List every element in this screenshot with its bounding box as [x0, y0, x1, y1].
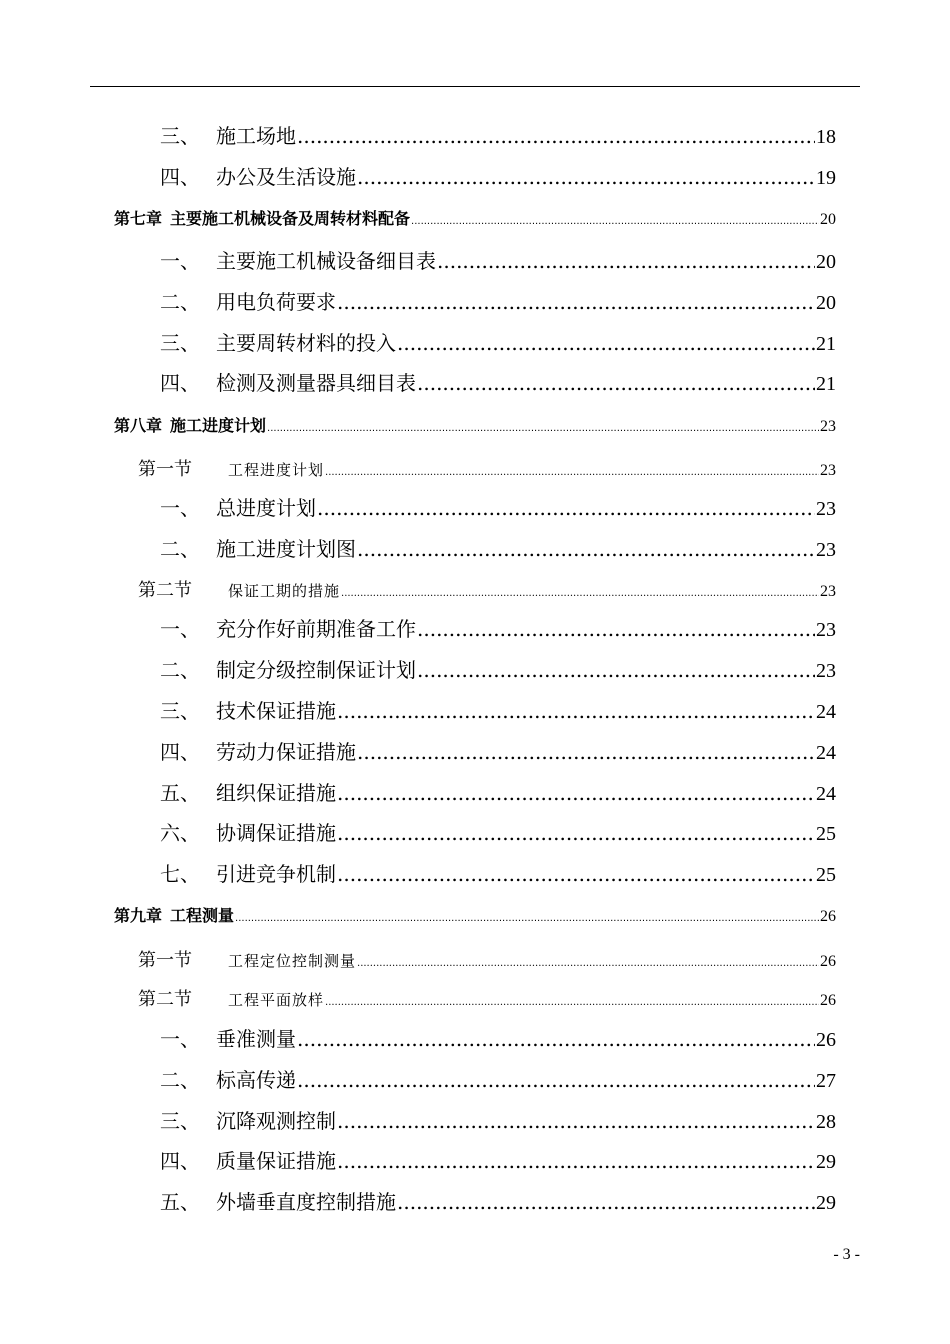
toc-entry-number: 一、 [160, 617, 200, 641]
toc-entry-label [160, 1186, 396, 1215]
page-number: - 3 - [833, 1246, 860, 1263]
toc-page-number: 20 [820, 211, 836, 229]
toc-item[interactable] [160, 858, 836, 887]
toc-entry-label [160, 533, 356, 562]
toc-entry-title: 沉降观测控制 [216, 1109, 336, 1133]
toc-entry-title: 总进度计划 [216, 496, 316, 520]
toc-section[interactable] [138, 985, 836, 1011]
toc-chapter[interactable] [114, 206, 836, 229]
toc-entry-number: 四、 [160, 371, 200, 395]
toc-entry-title: 施工场地 [216, 124, 296, 148]
toc-page-number: 23 [820, 418, 836, 436]
toc-page-number: 26 [820, 952, 836, 970]
toc-page-number: 26 [820, 908, 836, 926]
toc-entry-label [160, 1023, 296, 1052]
dot-leader [357, 537, 815, 561]
toc-entry-title: 工程定位控制测量 [228, 951, 357, 970]
toc-entry-number: 五、 [160, 1190, 200, 1214]
toc-item[interactable] [160, 161, 836, 190]
toc-entry-title: 工程进度计划 [228, 460, 325, 479]
toc-entry-number: 三、 [160, 699, 200, 723]
dot-leader [357, 740, 815, 764]
toc-entry-number: 第八章 [114, 416, 163, 436]
toc-entry-label [160, 120, 296, 149]
toc-entry-title: 劳动力保证措施 [216, 740, 356, 764]
dot-leader [297, 1068, 815, 1092]
toc-page-number: 24 [816, 701, 836, 723]
toc-entry-label [160, 161, 356, 190]
dot-leader [411, 216, 819, 227]
toc-page-number: 20 [816, 292, 836, 314]
toc-page-number: 23 [816, 619, 836, 641]
toc-entry-title: 引进竞争机制 [216, 862, 336, 886]
toc-entry-number: 第九章 [114, 906, 163, 926]
toc-item[interactable] [160, 1105, 836, 1134]
toc-page-number: 27 [816, 1070, 836, 1092]
dot-leader [325, 997, 819, 1008]
toc-entry-number: 四、 [160, 1149, 200, 1173]
dot-leader [417, 658, 815, 682]
toc-item[interactable] [160, 1023, 836, 1052]
toc-page-number: 26 [816, 1029, 836, 1051]
dot-leader [357, 958, 819, 969]
toc-item[interactable] [160, 817, 836, 846]
dot-leader [297, 124, 815, 148]
toc-page-number: 19 [816, 167, 836, 189]
toc-entry-label [160, 858, 336, 887]
toc-item[interactable] [160, 533, 836, 562]
toc-chapter[interactable] [114, 903, 836, 926]
toc-page-number: 23 [816, 660, 836, 682]
toc-entry-number: 第一节 [138, 949, 192, 971]
toc-entry-title: 保证工期的措施 [228, 581, 341, 600]
toc-entry-number: 四、 [160, 740, 200, 764]
toc-page-number: 23 [816, 539, 836, 561]
toc-entry-title: 制定分级控制保证计划 [216, 658, 416, 682]
toc-entry-label [160, 777, 336, 806]
toc-entry-label [160, 654, 416, 683]
dot-leader [417, 617, 815, 641]
toc-entry-number: 二、 [160, 658, 200, 682]
toc-entry-label [138, 576, 340, 602]
dot-leader [337, 1149, 815, 1173]
toc-entry-title: 质量保证措施 [216, 1149, 336, 1173]
toc-item[interactable] [160, 120, 836, 149]
dot-leader [325, 467, 819, 478]
toc-entry-number: 二、 [160, 537, 200, 561]
toc-section[interactable] [138, 946, 836, 972]
toc-page-number: 24 [816, 742, 836, 764]
toc-item[interactable] [160, 777, 836, 806]
dot-leader [267, 423, 819, 434]
toc-item[interactable] [160, 245, 836, 274]
toc-section[interactable] [138, 576, 836, 602]
toc-entry-number: 二、 [160, 290, 200, 314]
toc-entry-number: 一、 [160, 249, 200, 273]
toc-entry-number: 二、 [160, 1068, 200, 1092]
dot-leader [397, 1190, 815, 1214]
toc-page-number: 23 [816, 498, 836, 520]
toc-page-number: 23 [820, 582, 836, 600]
toc-entry-label [160, 286, 336, 315]
toc-entry-label [160, 817, 336, 846]
toc-entry-title: 协调保证措施 [216, 821, 336, 845]
toc-entry-label [160, 1105, 336, 1134]
toc-entry-number: 第二节 [138, 579, 192, 601]
toc-entry-number: 一、 [160, 496, 200, 520]
toc-entry-label [160, 492, 316, 521]
toc-item[interactable] [160, 695, 836, 724]
toc-entry-label [138, 455, 324, 481]
dot-leader [337, 699, 815, 723]
toc-section[interactable] [138, 455, 836, 481]
toc-entry-title: 工程测量 [170, 906, 235, 926]
toc-page-number: 28 [816, 1111, 836, 1133]
toc-item[interactable] [160, 327, 836, 356]
toc-page-number: 20 [816, 251, 836, 273]
dot-leader [317, 496, 815, 520]
toc-page-number: 21 [816, 333, 836, 355]
toc-item[interactable] [160, 492, 836, 521]
toc-entry-title: 工程平面放样 [228, 990, 325, 1009]
toc-entry-label [160, 736, 356, 765]
toc-page-number: 21 [816, 373, 836, 395]
toc-entry-label [160, 1064, 296, 1093]
toc-entry-label [160, 367, 416, 396]
dot-leader [337, 290, 815, 314]
toc-entry-label [138, 946, 356, 972]
dot-leader [397, 331, 815, 355]
toc-entry-number: 四、 [160, 165, 200, 189]
toc-entry-title: 技术保证措施 [216, 699, 336, 723]
toc-page-number: 26 [820, 991, 836, 1009]
toc-entry-label [114, 413, 266, 436]
toc-page-number: 18 [816, 126, 836, 148]
toc-entry-label [138, 985, 324, 1011]
dot-leader [337, 781, 815, 805]
toc-entry-number: 七、 [160, 862, 200, 886]
toc-entry-title: 施工进度计划图 [216, 537, 356, 561]
toc-entry-title: 外墙垂直度控制措施 [216, 1190, 396, 1214]
dot-leader [337, 862, 815, 886]
toc-entry-label [160, 695, 336, 724]
toc-entry-title: 标高传递 [216, 1068, 296, 1092]
toc-chapter[interactable] [114, 413, 836, 436]
toc-entry-title: 施工进度计划 [170, 416, 267, 436]
toc-entry-number: 六、 [160, 821, 200, 845]
dot-leader [297, 1027, 815, 1051]
toc-entry-label [114, 903, 234, 926]
toc-entry-number: 三、 [160, 331, 200, 355]
toc-entry-title: 办公及生活设施 [216, 165, 356, 189]
toc-page-number: 25 [816, 864, 836, 886]
dot-leader [337, 821, 815, 845]
toc-item[interactable] [160, 1186, 836, 1215]
toc-item[interactable] [160, 367, 836, 396]
toc-entry-title: 主要施工机械设备及周转材料配备 [170, 209, 411, 229]
toc-entry-title: 检测及测量器具细目表 [216, 371, 416, 395]
toc-entry-number: 一、 [160, 1027, 200, 1051]
toc-entry-title: 主要施工机械设备细目表 [216, 249, 436, 273]
toc-entry-number: 第二节 [138, 988, 192, 1010]
toc-page-number: 29 [816, 1192, 836, 1214]
toc-entry-number: 第一节 [138, 458, 192, 480]
toc-entry-label [160, 327, 396, 356]
toc-page-number: 24 [816, 783, 836, 805]
toc-entry-number: 五、 [160, 781, 200, 805]
toc-item[interactable] [160, 1145, 836, 1174]
toc-entry-label [160, 245, 436, 274]
toc-entry-number: 第七章 [114, 209, 163, 229]
toc-entry-label [160, 1145, 336, 1174]
toc-entry-label [160, 613, 416, 642]
toc-page-number: 23 [820, 461, 836, 479]
toc-entry-label [114, 206, 410, 229]
dot-leader [235, 913, 819, 924]
dot-leader [437, 249, 815, 273]
toc-entry-title: 主要周转材料的投入 [216, 331, 396, 355]
toc-entry-title: 垂准测量 [216, 1027, 296, 1051]
toc-item[interactable] [160, 1064, 836, 1093]
dot-leader [341, 588, 819, 599]
toc-entry-number: 三、 [160, 124, 200, 148]
dot-leader [337, 1109, 815, 1133]
dot-leader [357, 165, 815, 189]
toc-item[interactable] [160, 736, 836, 765]
toc-item[interactable] [160, 654, 836, 683]
toc-entry-title: 组织保证措施 [216, 781, 336, 805]
toc-entry-number: 三、 [160, 1109, 200, 1133]
toc-page-number: 29 [816, 1151, 836, 1173]
toc-item[interactable] [160, 613, 836, 642]
toc-item[interactable] [160, 286, 836, 315]
toc-page-number: 25 [816, 823, 836, 845]
toc-entry-title: 用电负荷要求 [216, 290, 336, 314]
dot-leader [417, 371, 815, 395]
toc-entry-title: 充分作好前期准备工作 [216, 617, 416, 641]
